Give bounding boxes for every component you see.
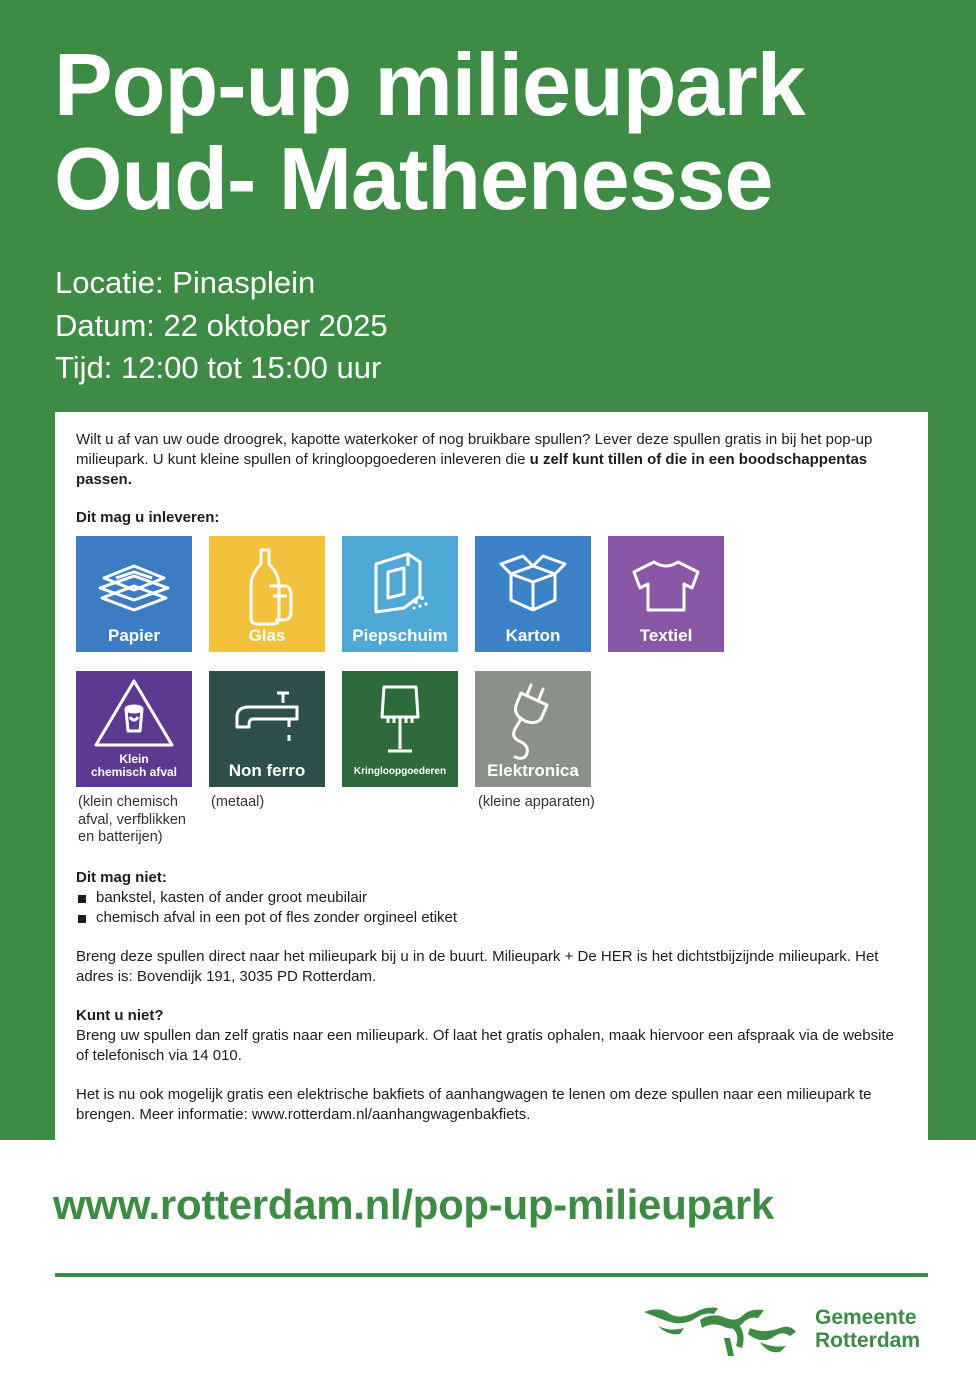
- rotterdam-lion-emblem-icon: [640, 1298, 800, 1364]
- page-title: [54, 35, 805, 228]
- tile-textiel: [608, 536, 724, 652]
- divider: [55, 1273, 928, 1277]
- allowed-heading: Dit mag u inleveren:: [76, 509, 220, 526]
- tile-label: Elektronica: [487, 761, 579, 780]
- intro-paragraph: Wilt u af van uw oude droogrek, kapotte waterkoker of nog bruikbare spullen? Lever deze spullen gratis in bij het pop-up milieupark. U kunt kleine spullen of kringloopgoederen inleveren die u zelf kunt tillen of die in een boodschappentas passen.: [76, 431, 873, 488]
- note-chemisch: (klein chemisch afval, verfblikken en batterijen): [78, 794, 186, 845]
- gemeente-rotterdam-logo: [640, 1298, 935, 1364]
- note-elektronica: (kleine apparaten): [478, 794, 595, 810]
- forbidden-list: [76, 888, 906, 928]
- tile-label: Karton: [505, 626, 561, 645]
- tile-elektronica: [475, 671, 591, 787]
- allowed-tiles: [76, 536, 906, 856]
- tile-kringloopgoederen: [342, 671, 458, 787]
- tile-label: Papier: [108, 626, 160, 645]
- tile-label: Klein chemisch afval: [90, 752, 178, 779]
- tile-piepschuim: [342, 536, 458, 652]
- tile-label: Textiel: [639, 626, 693, 645]
- tile-glas: [209, 536, 325, 652]
- logo-line-2: Rotterdam: [815, 1329, 921, 1352]
- tile-non-ferro: [209, 671, 325, 787]
- title-line-1: Pop-up milieupark: [54, 35, 805, 134]
- event-time: Tijd: 12:00 tot 15:00 uur: [55, 350, 382, 385]
- intro-bold: u zelf kunt tillen of die in een boodschappentas passen.: [76, 451, 868, 488]
- tile-label: Non ferro: [228, 761, 306, 780]
- tile-karton: [475, 536, 591, 652]
- bakfiets-paragraph: Het is nu ook mogelijk gratis een elektrische bakfiets of aanhangwagen te lenen om deze spullen naar een milieupark te brengen. Meer informatie: www.rotterdam.nl/aanhangwagenbakfiets.: [76, 1086, 872, 1123]
- tile-label: Glas: [248, 626, 286, 645]
- list-item: bankstel, kasten of ander groot meubilair: [76, 888, 906, 908]
- website-link[interactable]: www.rotterdam.nl/pop-up-milieupark: [53, 1181, 774, 1228]
- event-date: Datum: 22 oktober 2025: [55, 307, 388, 343]
- logo-text: [815, 1306, 920, 1352]
- forbidden-heading: Dit mag niet:: [76, 869, 167, 886]
- tile-label: Piepschuim: [352, 626, 448, 645]
- event-info: [55, 262, 388, 390]
- content-card: [55, 412, 928, 1152]
- list-item: chemisch afval in een pot of fles zonder orgineel etiket: [76, 908, 906, 928]
- tile-label: Kringloopgoederen: [353, 766, 447, 777]
- title-line-2: Oud- Mathenesse: [54, 129, 773, 228]
- cannot-paragraph: Breng uw spullen dan zelf gratis naar een milieupark. Of laat het gratis ophalen, maak hiervoor een afspraak via de website of telefonisch via 14 010.: [76, 1027, 894, 1064]
- note-nonferro: (metaal): [211, 794, 265, 810]
- cannot-heading: Kunt u niet?: [76, 1007, 164, 1024]
- logo-line-1: Gemeente: [815, 1306, 917, 1329]
- tile-klein-chemisch-afval: [76, 671, 192, 787]
- event-location: Locatie: Pinasplein: [55, 265, 316, 300]
- bring-paragraph: Breng deze spullen direct naar het milieupark bij u in de buurt. Milieupark + De HER is het dichtstbijzijnde milieupark. Het adres is: Bovendijk 191, 3035 PD Rotterdam.: [76, 948, 879, 985]
- tile-papier: [76, 536, 192, 652]
